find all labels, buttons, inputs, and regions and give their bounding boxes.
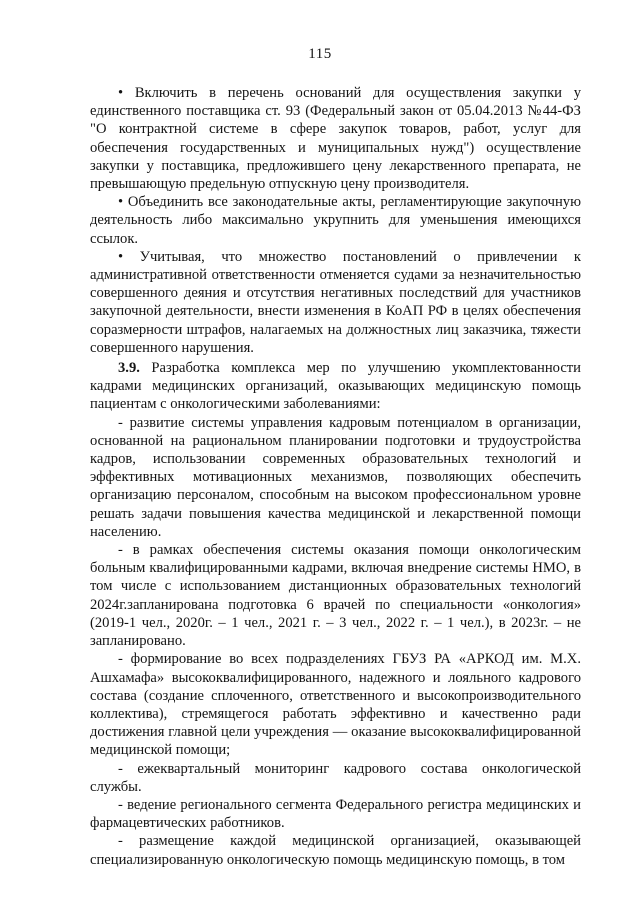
list-item-staff-formation: - формирование во всех подразделениях ГБУЗ РА «АРКОД им. М.Х. Ашхамафа» высококвалифицированного, надежного и лояльного кадрового состава (создание сплоченного, ответственного и высокопроизводительного коллектива), стремящегося работать эффективно и качественно ради достижения главной цели учреждения — оказание высококвалифицированной медицинской помощи; — [90, 651, 581, 759]
bullet-paragraph-merge-legislation: • Объединить все законодательные акты, регламентирующие закупочную деятельность либо максимально укрупнить для уменьшения имеющихся ссылок. — [90, 194, 581, 247]
page-body — [90, 84, 581, 869]
bullet-paragraph-procurement-single-supplier: • Включить в перечень оснований для осуществления закупки у единственного поставщика ст. 93 (Федеральный закон от 05.04.2013 №44-ФЗ "О контрактной системе в сфере закупок товаров, работ, услуг для обеспечения государственных и муниципальных нужд") осуществление закупки у поставщика, предложившего цену лекарственного препарата, не превышающую предельную отпускную цену производителя. — [90, 85, 581, 193]
list-item-hr-management: - развитие системы управления кадровым потенциалом в организации, основанной на рациональном планировании подготовки и трудоустройства кадров, использовании современных образовательных технологий и эффективных мотивационных механизмов, позволяющих обеспечить организацию персоналом, способным на высоком профессиональном уровне решать задачи повышения качества медицинской и лекарственной помощи населению. — [90, 414, 581, 540]
list-item-nmo-training: - в рамках обеспечения системы оказания помощи онкологическим больным квалифицированными кадрами, включая внедрение системы НМО, в том числе с использованием дистанционных образовательных технологий 2024г.запланирована подготовка 6 врачей по специальности «онкология» (2019-1 чел., 2020г. – 1 чел., 2021 г. – 3 чел., 2022 г. – 1 чел.), в 2023г. – не запланировано. — [90, 542, 581, 650]
list-item-federal-register: - ведение регионального сегмента Федерального регистра медицинских и фармацевтических работников. — [90, 796, 581, 832]
page-number: 115 — [308, 46, 332, 62]
bullet-paragraph-koap-amendments: • Учитывая, что множество постановлений о привлечении к административной ответственности отменяется судами за незначительностью совершенного деяния и отсутствия негативных последствий для участников закупочной деятельности, внести изменения в КоАП РФ в целях обеспечения соразмерности штрафов, налагаемых на должностных лиц заказчика, тяжести совершенного нарушения. — [90, 248, 581, 356]
section-number: 3.9. — [118, 360, 140, 377]
list-item-quarterly-monitoring: - ежеквартальный мониторинг кадрового состава онкологической службы. — [90, 760, 581, 795]
list-item-placement: - размещение каждой медицинской организацией, оказывающей специализированную онкологическую помощь медицинскую помощь, в том — [90, 833, 581, 868]
section-3-9-heading — [90, 359, 581, 414]
section-title: Разработка комплекса мер по улучшению укомплектованности кадрами медицинских организаций, оказывающих медицинскую помощь пациентам с онкологическими заболеваниями: — [90, 360, 581, 413]
